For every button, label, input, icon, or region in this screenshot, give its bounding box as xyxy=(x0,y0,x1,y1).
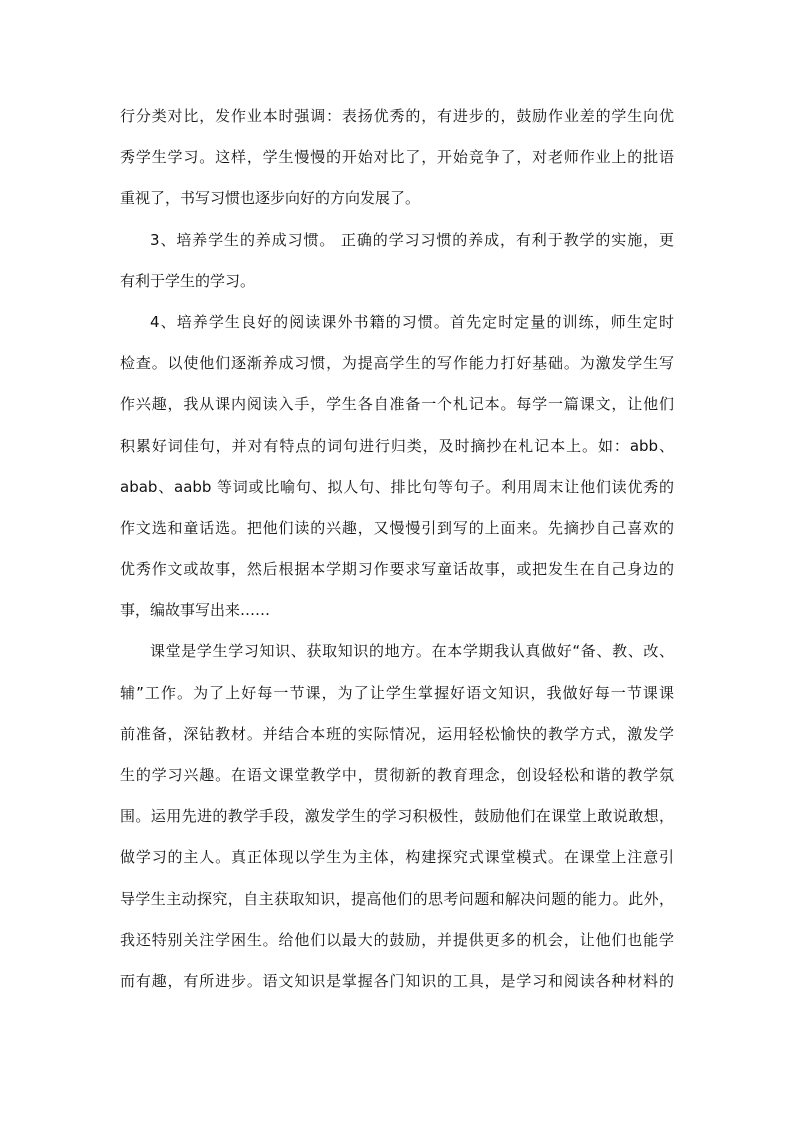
text-line: 有利于学生的学习。 xyxy=(120,271,256,290)
text-line: 课堂是学生学习知识、获取知识的地方。在本学期我认真做好“备、教、改、 xyxy=(150,642,674,661)
text-line: abab、aabb 等词或比喻句、拟人句、排比句等句子。利用周末让他们读优秀的 xyxy=(120,477,674,496)
text-line: 检查。以使他们逐渐养成习惯，为提高学生的写作能力打好基础。为激发学生写 xyxy=(120,354,674,373)
text-line: 重视了，书写习惯也逐步向好的方向发展了。 xyxy=(120,189,421,208)
text-line: 3、培养学生的养成习惯。 正确的学习习惯的养成，有利于教学的实施，更 xyxy=(150,230,674,249)
text-line: 秀学生学习。这样，学生慢慢的开始对比了，开始竞争了，对老师作业上的批语 xyxy=(120,148,674,167)
document-body xyxy=(120,100,674,1006)
text-line: 导学生主动探究，自主获取知识，提高他们的思考问题和解决问题的能力。此外， xyxy=(120,889,674,908)
text-line: 作兴趣，我从课内阅读入手，学生各自准备一个札记本。每学一篇课文，让他们 xyxy=(120,395,674,414)
text-line: 围。运用先进的教学手段，激发学生的学习积极性，鼓励他们在课堂上敢说敢想， xyxy=(120,807,674,826)
text-line: 事，编故事写出来…… xyxy=(120,601,271,620)
text-line: 做学习的主人。真正体现以学生为主体，构建探究式课堂模式。在课堂上注意引 xyxy=(120,848,674,867)
text-line: 我还特别关注学困生。给他们以最大的鼓励，并提供更多的机会，让他们也能学 xyxy=(120,930,674,949)
text-line: 前准备，深钻教材。并结合本班的实际情况，运用轻松愉快的教学方式，激发学 xyxy=(120,724,674,743)
text-line: 行分类对比，发作业本时强调：表扬优秀的，有进步的，鼓励作业差的学生向优 xyxy=(120,107,674,125)
text-line: 优秀作文或故事，然后根据本学期习作要求写童话故事，或把发生在自己身边的 xyxy=(120,560,674,579)
text-line: 生的学习兴趣。在语文课堂教学中，贯彻新的教育理念，创设轻松和谐的教学氛 xyxy=(120,766,674,784)
text-line: 作文选和童话选。把他们读的兴趣，又慢慢引到写的上面来。先摘抄自己喜欢的 xyxy=(120,518,674,537)
text-line: 积累好词佳句，并对有特点的词句进行归类，及时摘抄在札记本上。如：abb、 xyxy=(120,436,674,455)
text-line: 辅”工作。为了上好每一节课，为了让学生掌握好语文知识，我做好每一节课课 xyxy=(120,683,674,702)
text-line: 4、培养学生良好的阅读课外书籍的习惯。首先定时定量的训练，师生定时 xyxy=(150,312,674,331)
text-line: 而有趣，有所进步。语文知识是掌握各门知识的工具，是学习和阅读各种材料的 xyxy=(120,971,674,990)
